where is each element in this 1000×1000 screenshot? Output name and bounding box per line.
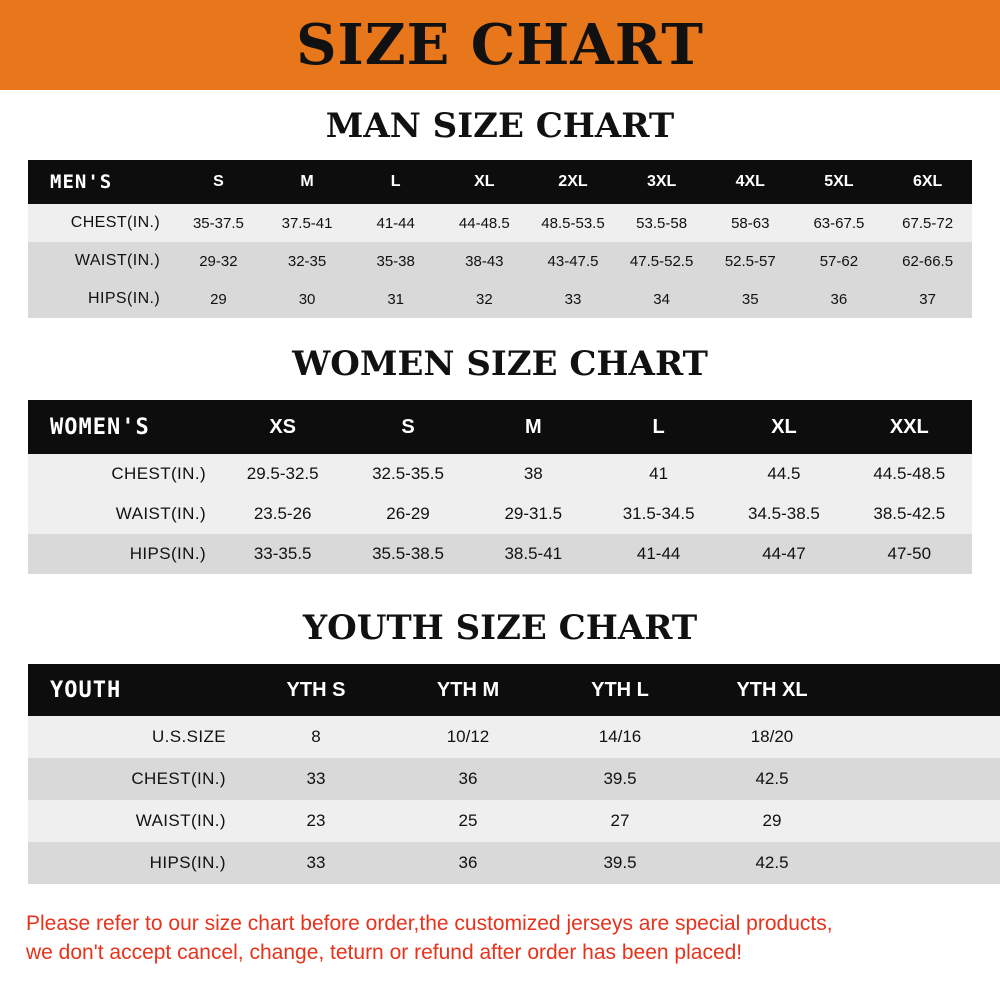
- youth-cell-2-0: 23: [240, 800, 392, 842]
- youth-header-cell-2: YTH M: [392, 664, 544, 716]
- man-header-cell-1: S: [174, 160, 263, 204]
- youth-section-title: YOUTH SIZE CHART: [302, 608, 698, 648]
- women-row-label-1: WAIST(IN.): [28, 494, 220, 534]
- youth-cell-3-3: 42.5: [696, 842, 848, 884]
- youth-row-label-3: HIPS(IN.): [28, 842, 240, 884]
- man-cell-2-7: 36: [795, 280, 884, 318]
- women-table-body: [28, 454, 972, 574]
- man-cell-0-0: 35-37.5: [174, 204, 263, 242]
- youth-row-label-1: CHEST(IN.): [28, 758, 240, 800]
- table-row: [28, 204, 972, 242]
- man-header-cell-0: MEN'S: [28, 160, 174, 204]
- table-row: [28, 280, 972, 318]
- man-header-cell-3: L: [351, 160, 440, 204]
- table-row: [28, 716, 1000, 758]
- women-cell-1-2: 29-31.5: [471, 494, 596, 534]
- women-table-wrap: [0, 400, 1000, 574]
- youth-row-label-2: WAIST(IN.): [28, 800, 240, 842]
- women-cell-2-2: 38.5-41: [471, 534, 596, 574]
- man-cell-2-3: 32: [440, 280, 529, 318]
- women-cell-0-3: 41: [596, 454, 721, 494]
- man-cell-2-0: 29: [174, 280, 263, 318]
- man-cell-1-3: 38-43: [440, 242, 529, 280]
- man-header-cell-7: 4XL: [706, 160, 795, 204]
- man-header-cell-8: 5XL: [795, 160, 884, 204]
- women-cell-2-4: 44-47: [721, 534, 846, 574]
- man-header-cell-5: 2XL: [529, 160, 618, 204]
- youth-cell-2-1: 25: [392, 800, 544, 842]
- youth-header-cell-0: YOUTH: [28, 664, 240, 716]
- youth-cell-3-2: 39.5: [544, 842, 696, 884]
- women-cell-2-1: 35.5-38.5: [345, 534, 470, 574]
- youth-row-label-0: U.S.SIZE: [28, 716, 240, 758]
- man-cell-0-7: 63-67.5: [795, 204, 884, 242]
- man-cell-2-5: 34: [617, 280, 706, 318]
- man-cell-1-7: 57-62: [795, 242, 884, 280]
- women-cell-1-1: 26-29: [345, 494, 470, 534]
- women-header-cell-0: WOMEN'S: [28, 400, 220, 454]
- man-row-label-0: CHEST(IN.): [28, 204, 174, 242]
- women-row-label-2: HIPS(IN.): [28, 534, 220, 574]
- women-row-label-0: CHEST(IN.): [28, 454, 220, 494]
- man-cell-0-3: 44-48.5: [440, 204, 529, 242]
- women-header-cell-4: L: [596, 400, 721, 454]
- youth-cell-0-4: [848, 716, 1000, 758]
- man-cell-1-0: 29-32: [174, 242, 263, 280]
- youth-header-cell-3: YTH L: [544, 664, 696, 716]
- women-cell-2-0: 33-35.5: [220, 534, 345, 574]
- table-row: [28, 534, 972, 574]
- youth-cell-3-1: 36: [392, 842, 544, 884]
- youth-cell-2-3: 29: [696, 800, 848, 842]
- man-cell-2-1: 30: [263, 280, 352, 318]
- man-cell-1-4: 43-47.5: [529, 242, 618, 280]
- man-cell-0-2: 41-44: [351, 204, 440, 242]
- youth-cell-2-2: 27: [544, 800, 696, 842]
- man-row-label-2: HIPS(IN.): [28, 280, 174, 318]
- man-cell-0-6: 58-63: [706, 204, 795, 242]
- man-cell-2-2: 31: [351, 280, 440, 318]
- youth-cell-0-0: 8: [240, 716, 392, 758]
- man-size-table: [28, 160, 972, 318]
- youth-cell-1-2: 39.5: [544, 758, 696, 800]
- man-cell-1-8: 62-66.5: [883, 242, 972, 280]
- youth-cell-0-3: 18/20: [696, 716, 848, 758]
- man-section-title: MAN SIZE CHART: [325, 106, 675, 146]
- note-line-1: Please refer to our size chart before order,the customized jerseys are special products,: [26, 912, 833, 935]
- man-header-cell-9: 6XL: [883, 160, 972, 204]
- man-cell-2-6: 35: [706, 280, 795, 318]
- man-header-cell-4: XL: [440, 160, 529, 204]
- man-cell-2-8: 37: [883, 280, 972, 318]
- page-title: SIZE CHART: [296, 12, 704, 78]
- women-cell-0-4: 44.5: [721, 454, 846, 494]
- youth-cell-1-0: 33: [240, 758, 392, 800]
- man-cell-1-1: 32-35: [263, 242, 352, 280]
- women-cell-1-4: 34.5-38.5: [721, 494, 846, 534]
- table-row: [28, 494, 972, 534]
- man-table-body: [28, 204, 972, 318]
- women-cell-1-3: 31.5-34.5: [596, 494, 721, 534]
- man-row-label-1: WAIST(IN.): [28, 242, 174, 280]
- note-line-2: we don't accept cancel, change, teturn or refund after order has been placed!: [26, 940, 743, 964]
- youth-cell-3-4: [848, 842, 1000, 884]
- women-size-table: [28, 400, 972, 574]
- man-cell-0-8: 67.5-72: [883, 204, 972, 242]
- table-row: [28, 454, 972, 494]
- table-row: [28, 758, 1000, 800]
- man-cell-1-6: 52.5-57: [706, 242, 795, 280]
- women-cell-2-5: 47-50: [847, 534, 972, 574]
- youth-header-cell-5: [848, 664, 1000, 716]
- man-cell-1-2: 35-38: [351, 242, 440, 280]
- women-cell-2-3: 41-44: [596, 534, 721, 574]
- man-cell-0-1: 37.5-41: [263, 204, 352, 242]
- youth-header-cell-1: YTH S: [240, 664, 392, 716]
- youth-cell-2-4: [848, 800, 1000, 842]
- women-section-title: WOMEN SIZE CHART: [292, 344, 708, 384]
- table-header-row: [28, 664, 1000, 716]
- man-cell-0-5: 53.5-58: [617, 204, 706, 242]
- youth-cell-0-2: 14/16: [544, 716, 696, 758]
- women-cell-0-5: 44.5-48.5: [847, 454, 972, 494]
- women-header-cell-3: M: [471, 400, 596, 454]
- women-cell-0-2: 38: [471, 454, 596, 494]
- youth-cell-1-1: 36: [392, 758, 544, 800]
- man-table-head: [28, 160, 972, 204]
- man-cell-0-4: 48.5-53.5: [529, 204, 618, 242]
- man-table-wrap: [0, 160, 1000, 318]
- man-cell-2-4: 33: [529, 280, 618, 318]
- youth-cell-0-1: 10/12: [392, 716, 544, 758]
- youth-table-head: [28, 664, 1000, 716]
- youth-header-cell-4: YTH XL: [696, 664, 848, 716]
- youth-table-body: [28, 716, 1000, 884]
- table-header-row: [28, 400, 972, 454]
- header-banner: [0, 0, 1000, 90]
- man-header-cell-6: 3XL: [617, 160, 706, 204]
- man-header-cell-2: M: [263, 160, 352, 204]
- women-header-cell-2: S: [345, 400, 470, 454]
- women-cell-0-0: 29.5-32.5: [220, 454, 345, 494]
- women-cell-0-1: 32.5-35.5: [345, 454, 470, 494]
- table-header-row: [28, 160, 972, 204]
- return-policy-note: [0, 910, 1000, 968]
- women-header-cell-1: XS: [220, 400, 345, 454]
- women-cell-1-0: 23.5-26: [220, 494, 345, 534]
- women-cell-1-5: 38.5-42.5: [847, 494, 972, 534]
- youth-cell-3-0: 33: [240, 842, 392, 884]
- table-row: [28, 842, 1000, 884]
- women-header-cell-5: XL: [721, 400, 846, 454]
- women-header-cell-6: XXL: [847, 400, 972, 454]
- youth-cell-1-3: 42.5: [696, 758, 848, 800]
- man-cell-1-5: 47.5-52.5: [617, 242, 706, 280]
- table-row: [28, 242, 972, 280]
- women-table-head: [28, 400, 972, 454]
- table-row: [28, 800, 1000, 842]
- youth-size-table: [28, 664, 1000, 884]
- youth-cell-1-4: [848, 758, 1000, 800]
- youth-table-wrap: [0, 664, 1000, 884]
